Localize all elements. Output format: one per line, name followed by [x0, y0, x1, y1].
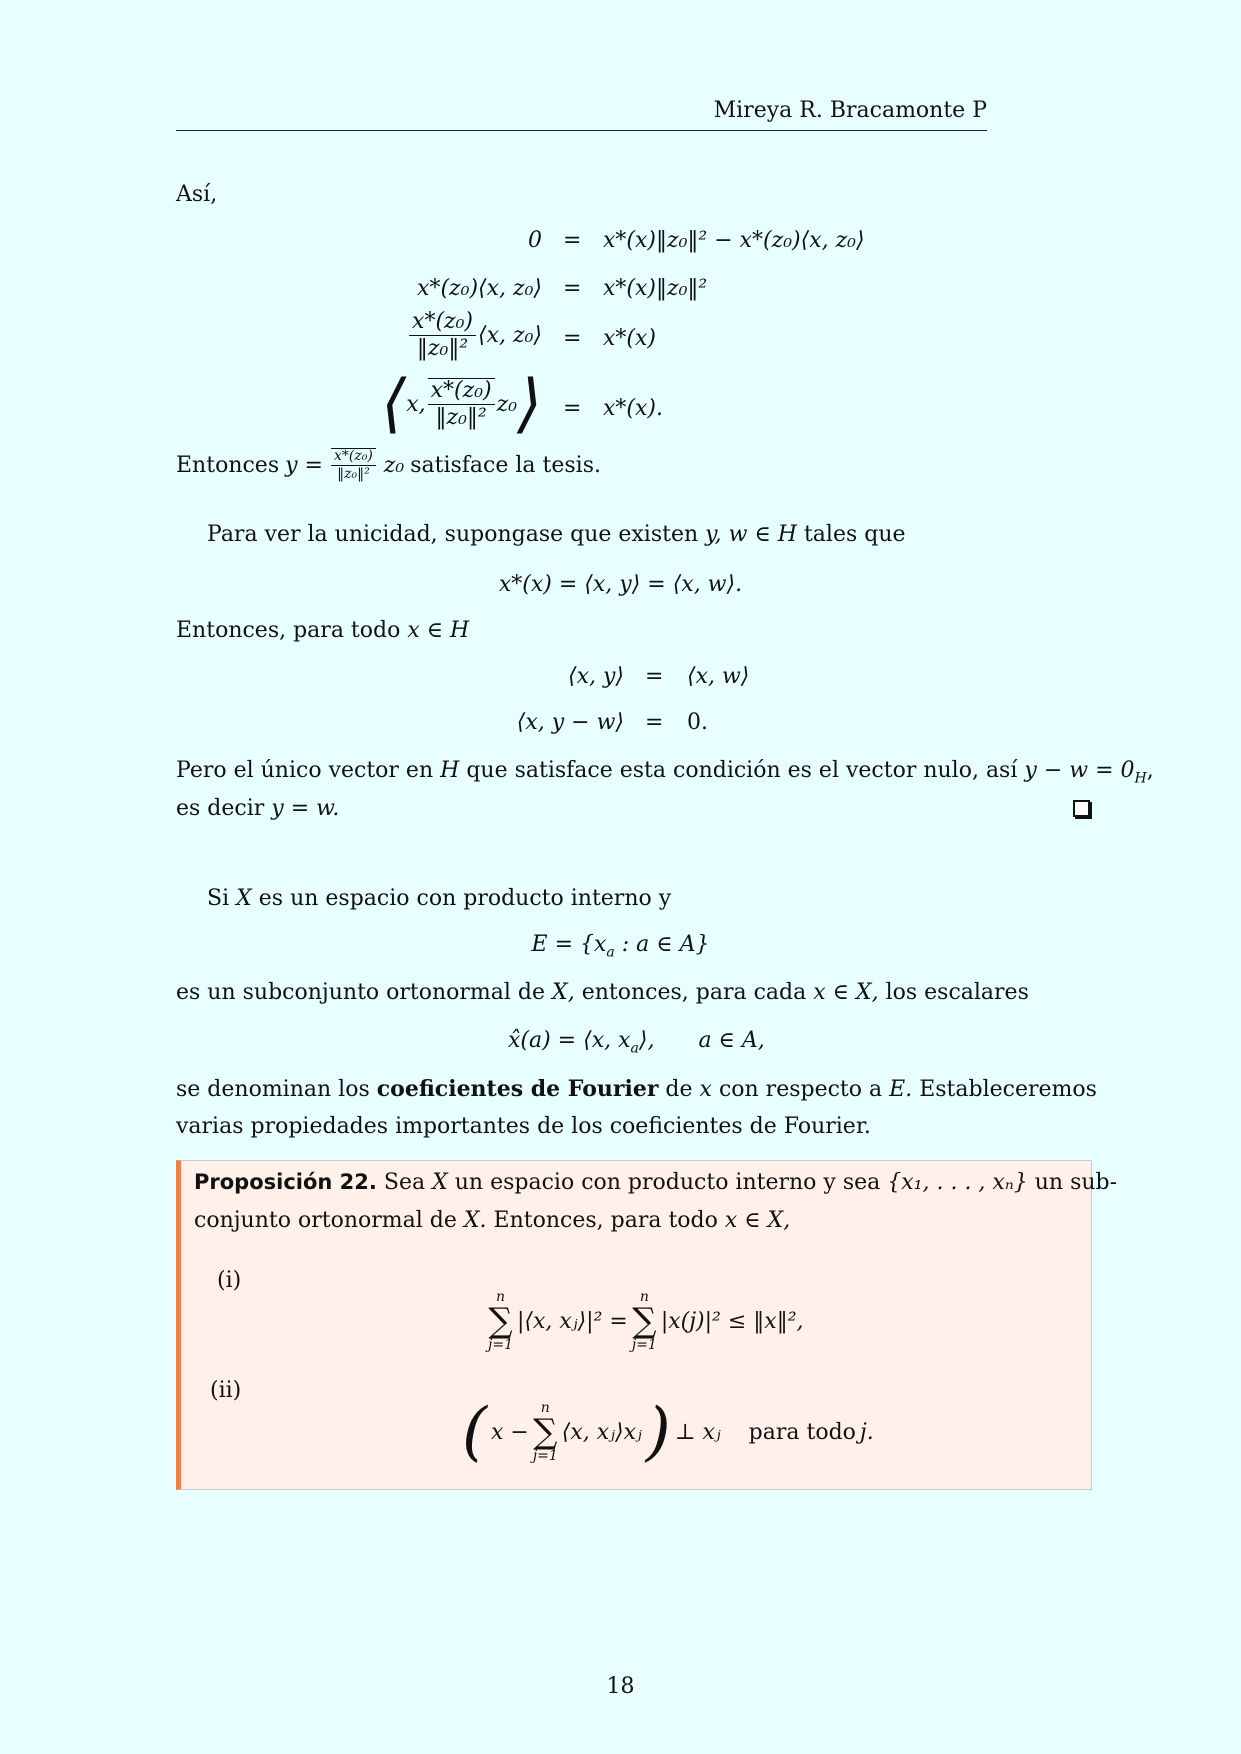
math: E = {x [531, 932, 607, 957]
align1-rhs-1: x*(x)‖z₀‖² − x*(z₀)⟨x, z₀⟩ [603, 228, 865, 253]
bold-term: coeficientes de Fourier [376, 1076, 659, 1102]
then-text: Entonces, para todo [176, 618, 401, 643]
align2-lhs-1: ⟨x, y⟩ [568, 664, 624, 689]
left-paren: ( [462, 1395, 487, 1469]
math: j. [859, 1419, 874, 1445]
sum-upper: n [639, 1289, 649, 1305]
qed-icon [1073, 800, 1090, 817]
fraction-numerator: x*(z₀) [331, 448, 376, 466]
align1-rhs-2: x*(x)‖z₀‖² [603, 276, 708, 301]
conclusion-tail: z₀ [383, 452, 405, 478]
sum-lower: j=1 [532, 1448, 558, 1464]
text: es un subconjunto ortonormal de [176, 980, 546, 1005]
display-equation-1: x*(x) = ⟨x, y⟩ = ⟨x, w⟩. [498, 572, 743, 597]
subscript: H [1134, 770, 1147, 787]
math: X [432, 1170, 448, 1195]
text: los escalares [885, 980, 1029, 1005]
fraction-denominator: ‖z₀‖² [435, 405, 487, 430]
equation-i [488, 1290, 804, 1352]
fraction-numerator: x*(z₀) [409, 310, 476, 336]
math: x − [490, 1419, 529, 1445]
text: conjunto ortonormal de [194, 1208, 457, 1233]
math: ⟨x, xⱼ⟩xⱼ [561, 1419, 642, 1445]
align1-rhs-4: x*(x). [603, 396, 663, 421]
text: un espacio con producto interno y sea [454, 1170, 881, 1195]
para-tail: tales que [803, 522, 906, 547]
left-angle-bracket: ⟨ [381, 367, 407, 441]
text: un sub- [1034, 1170, 1118, 1195]
proposition-title: Proposición 22. [194, 1170, 377, 1194]
text: con respecto a [718, 1077, 883, 1102]
align2-rhs-2: 0. [687, 710, 708, 735]
equation-ii [462, 1395, 874, 1469]
conclusion-y: y = [285, 452, 323, 478]
math: x ∈ X, [813, 980, 879, 1005]
math: : a ∈ A} [621, 932, 710, 957]
align1-lhs-3-tail: ⟨x, z₀⟩ [478, 323, 542, 349]
text: Entonces, para todo [493, 1208, 718, 1233]
math: X. [463, 1208, 487, 1233]
section3-line-3 [176, 1076, 1097, 1102]
subscript: a [630, 1040, 639, 1057]
align1-lhs-4-tail: z₀ [496, 391, 518, 417]
right-angle-bracket: ⟩ [517, 367, 542, 441]
item-i-label: (i) [217, 1268, 242, 1293]
align1-lhs-4-head: x, [406, 391, 426, 417]
align1-lhs-2: x*(z₀)⟨x, z₀⟩ [417, 276, 542, 301]
math: x ∈ X, [724, 1208, 791, 1233]
text: Pero el único vector en [176, 758, 434, 783]
sum-symbol: n ∑ j=1 [532, 1400, 558, 1464]
sum-symbol: n ∑ j=1 [488, 1289, 513, 1353]
math: |x(j)|² ≤ ‖x‖², [660, 1308, 804, 1334]
fraction [428, 378, 495, 430]
align1-lhs-3 [407, 310, 542, 361]
align2-rhs-1: ⟨x, w⟩ [687, 664, 750, 689]
math: |⟨x, xⱼ⟩|² = [516, 1308, 628, 1334]
fraction-denominator: ‖z₀‖² [416, 336, 469, 362]
text: Sea [383, 1170, 426, 1195]
display-equation-hat [508, 1028, 765, 1056]
text: para todo [748, 1419, 856, 1445]
final-line-2 [176, 796, 339, 821]
text: entonces, para cada [581, 980, 807, 1005]
fraction-numerator: x*(z₀) [428, 378, 495, 405]
math: H [440, 758, 460, 783]
subscript: a [606, 944, 615, 961]
right-paren: ) [645, 1395, 671, 1469]
math: X, [552, 980, 575, 1005]
math: y = w. [271, 796, 340, 821]
header-rule [176, 130, 987, 131]
para-text: Para ver la unicidad, supongase que existen [207, 522, 699, 547]
sum-symbol: n ∑ j=1 [631, 1289, 657, 1353]
align2-rel-2: = [645, 710, 664, 735]
text: de [665, 1077, 693, 1102]
then-math: x ∈ H [407, 618, 470, 643]
section3-line-1 [207, 886, 671, 911]
running-header: Mireya R. Bracamonte P [713, 98, 987, 123]
section3-line-2 [176, 980, 1029, 1005]
intro-text: Así, [176, 182, 218, 207]
align1-rhs-3: x*(x) [603, 326, 656, 351]
text: es un espacio con producto interno y [258, 886, 672, 911]
para-math: y, w ∈ H [705, 522, 797, 547]
text: , [1146, 758, 1154, 783]
align2-lhs-2: ⟨x, y − w⟩ [516, 710, 624, 735]
page-number: 18 [606, 1674, 635, 1699]
align1-rel-2: = [563, 276, 582, 301]
item-ii-label: (ii) [210, 1378, 242, 1403]
proposition-line-2 [194, 1208, 790, 1233]
math: {x₁, . . . , xₙ} [887, 1170, 1028, 1195]
math: x̂(a) = ⟨x, x [508, 1028, 631, 1053]
proposition-line-1 [194, 1170, 1117, 1195]
sum-upper: n [540, 1400, 550, 1416]
align2-rel-1: = [645, 664, 664, 689]
math: ⟩, [638, 1028, 655, 1053]
text: es decir [176, 796, 265, 821]
align1-lhs-4 [381, 367, 542, 441]
math: X [236, 886, 252, 911]
align1-rel-4: = [563, 396, 582, 421]
text: Estableceremos [919, 1077, 1097, 1102]
text: que satisface esta condición es el vector nulo, así [466, 758, 1018, 783]
section3-line-4: varias propiedades importantes de los coeficientes de Fourier. [176, 1114, 871, 1139]
display-equation-E [0, 932, 1241, 960]
fraction-denominator: ‖z₀‖² [337, 466, 370, 483]
conclusion-line [176, 448, 601, 483]
fraction [409, 310, 476, 361]
align1-rel-3: = [563, 326, 582, 351]
align1-lhs-1: 0 [528, 228, 542, 253]
align1-rel-1: = [563, 228, 582, 253]
fraction [331, 448, 376, 483]
math: E. [889, 1077, 913, 1102]
conclusion-post: satisface la tesis. [410, 452, 601, 478]
then-line [176, 618, 469, 643]
final-line-1 [176, 758, 1154, 786]
sum-lower: j=1 [488, 1337, 513, 1353]
math: ⊥ xⱼ [674, 1419, 721, 1445]
math: y − w = 0 [1024, 758, 1135, 783]
sum-lower: j=1 [631, 1337, 657, 1353]
text: Si [207, 886, 230, 911]
uniqueness-para [207, 522, 906, 547]
math: x [699, 1077, 712, 1102]
sum-upper: n [495, 1289, 505, 1305]
conclusion-pre: Entonces [176, 452, 280, 478]
text: se denominan los [176, 1077, 370, 1102]
math: a ∈ A, [698, 1028, 765, 1053]
